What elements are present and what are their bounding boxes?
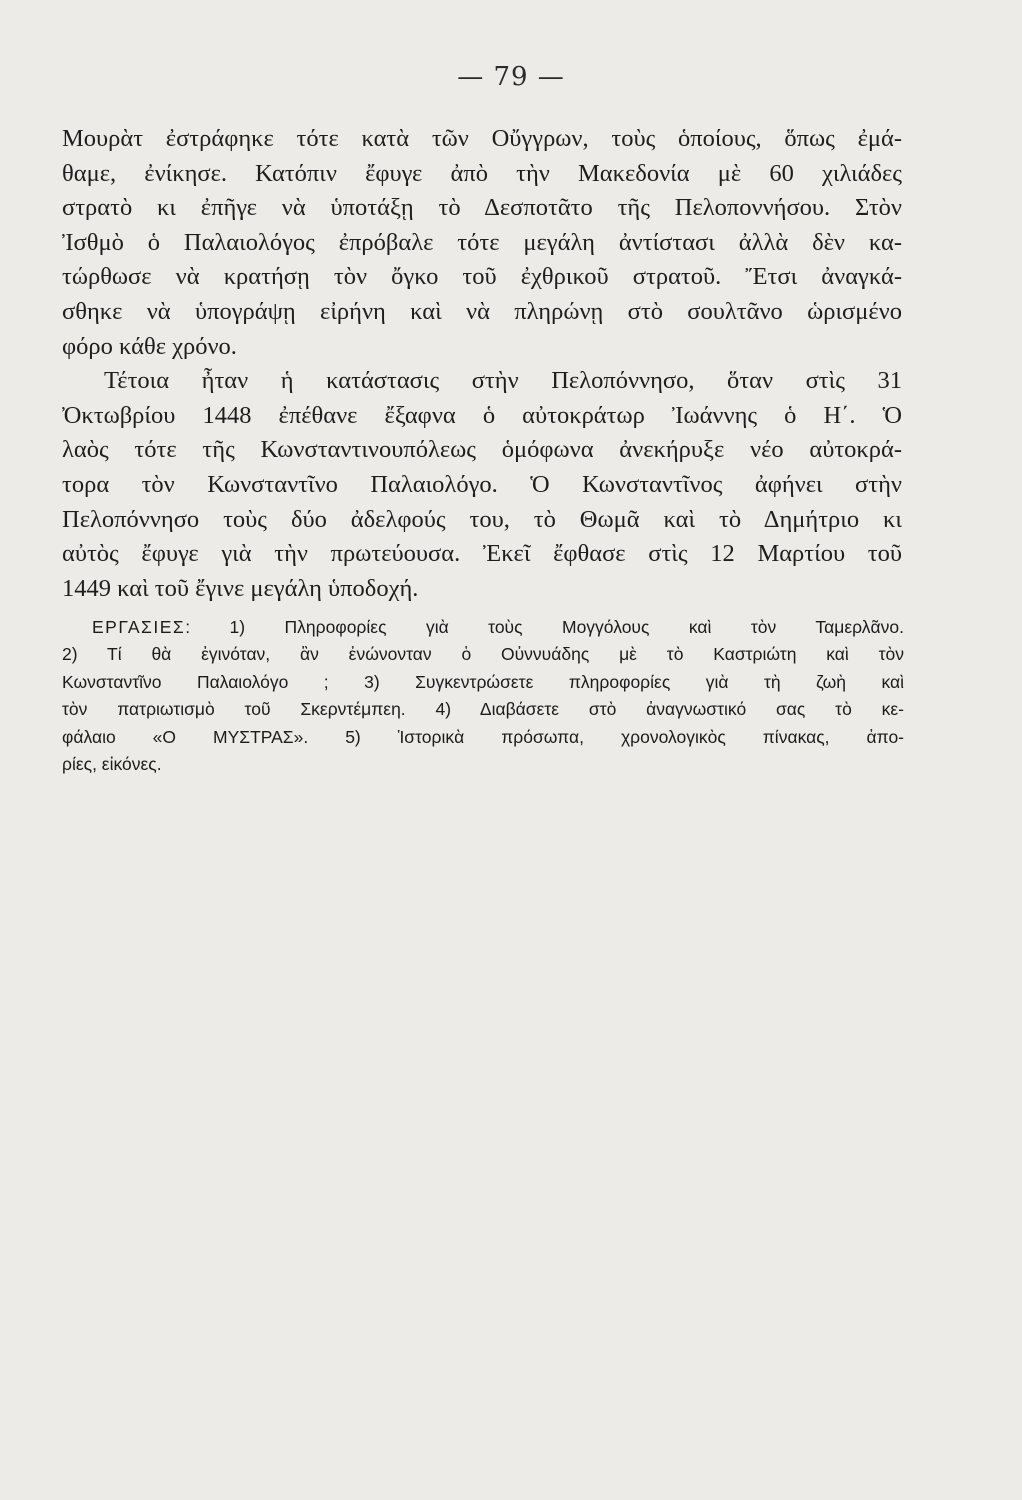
main-text bbox=[62, 122, 902, 606]
page-number: — 79 — bbox=[457, 62, 565, 92]
text-line: Μουρὰτ ἐστράφηκε τότε κατὰ τῶν Οὔγγρων, τοὺς ὁποίους, ὅπως ἐμά- bbox=[62, 125, 902, 152]
exercises-section bbox=[62, 614, 904, 778]
text-line: 1449 καὶ τοῦ ἔγινε μεγάλη ὑποδοχή. bbox=[62, 574, 419, 602]
text-line: τορα τὸν Κωνσταντῖνο Παλαιολόγο. Ὁ Κωνσταντῖνος ἀφήνει στὴν bbox=[62, 470, 902, 498]
exercise-line: φάλαιο «Ο ΜΥΣΤΡΑΣ». 5) Ἱστορικὰ πρόσωπα, χρονολογικὸς πίνακας, ἀπο- bbox=[62, 726, 904, 747]
text-line: θαμε, ἐνίκησε. Κατόπιν ἔφυγε ἀπὸ τὴν Μακεδονία μὲ 60 χιλιάδες bbox=[62, 159, 902, 187]
exercise-line: τὸν πατριωτισμὸ τοῦ Σκερντέμπεη. 4) Διαβάσετε στὸ ἀναγνωστικό σας τὸ κε- bbox=[62, 699, 904, 720]
text-line: Ἰσθμὸ ὁ Παλαιολόγος ἐπρόβαλε τότε μεγάλη ἀντίστασι ἀλλὰ δὲν κα- bbox=[62, 228, 902, 256]
text-line: Πελοπόννησο τοὺς δύο ἀδελφούς του, τὸ Θωμᾶ καὶ τὸ Δημήτριο κι bbox=[62, 505, 902, 533]
text-line: στρατὸ κι ἐπῆγε νὰ ὑποτάξῃ τὸ Δεσποτᾶτο τῆς Πελοποννήσου. Στὸν bbox=[62, 194, 902, 222]
text-line: Ὀκτωβρίου 1448 ἐπέθανε ἔξαφνα ὁ αὐτοκράτωρ Ἰωάννης ὁ Η΄. Ὁ bbox=[62, 401, 902, 429]
paragraph-1 bbox=[62, 122, 902, 364]
exercise-line: 2) Τί θὰ ἐγινόταν, ἂν ἐνώνονταν ὁ Οὐννυάδης μὲ τὸ Καστριώτη καὶ τὸν bbox=[62, 644, 904, 665]
exercise-text: : 1) Πληροφορίες γιὰ τοὺς Μογγόλους καὶ τὸν Ταμερλᾶνο. bbox=[185, 617, 904, 637]
text-line: αὐτὸς ἔφυγε γιὰ τὴν πρωτεύουσα. Ἐκεῖ ἔφθασε στὶς 12 Μαρτίου τοῦ bbox=[62, 540, 902, 568]
text-line: Τέτοια ἦταν ἡ κατάστασις στὴν Πελοπόννησο, ὅταν στὶς 31 bbox=[104, 367, 902, 395]
exercises-first-line bbox=[62, 614, 904, 641]
paragraph-2 bbox=[62, 364, 902, 606]
text-line: σθηκε νὰ ὑπογράψῃ εἰρήνη καὶ νὰ πληρώνῃ στὸ σουλτᾶνο ὡρισμένο bbox=[62, 297, 902, 325]
text-line: τώρθωσε νὰ κρατήσῃ τὸν ὄγκο τοῦ ἐχθρικοῦ στρατοῦ. Ἔτσι ἀναγκά- bbox=[62, 263, 902, 291]
exercise-line: ρίες, εἰκόνες. bbox=[62, 754, 162, 775]
exercises-label: ΕΡΓΑΣΙΕΣ bbox=[92, 617, 186, 637]
text-line: φόρο κάθε χρόνο. bbox=[62, 332, 237, 360]
exercise-line: Κωνσταντῖνο Παλαιολόγο ; 3) Συγκεντρώσετε πληροφορίες γιὰ τὴ ζωὴ καὶ bbox=[62, 671, 904, 692]
text-line: λαὸς τότε τῆς Κωνσταντινουπόλεως ὁμόφωνα ἀνεκήρυξε νέο αὐτοκρά- bbox=[62, 436, 902, 464]
